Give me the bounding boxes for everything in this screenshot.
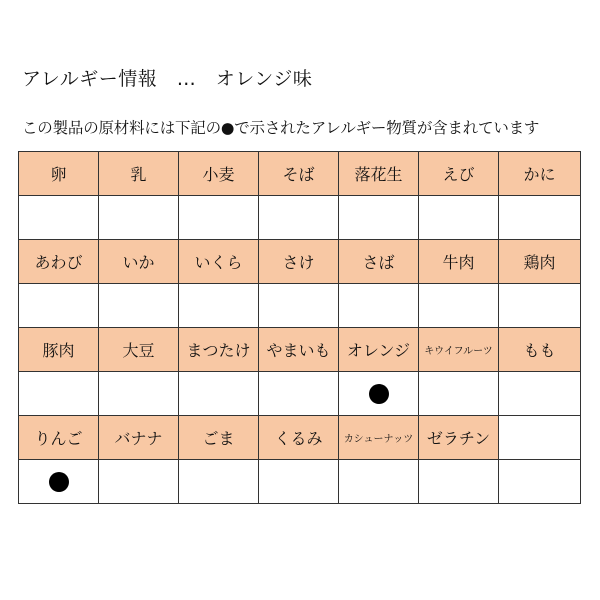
- allergen-name: 豚肉: [19, 328, 99, 372]
- allergen-mark-cell: [179, 372, 259, 416]
- allergen-name: キウイフルーツ: [419, 328, 499, 372]
- allergen-mark-cell: [339, 460, 419, 504]
- allergen-mark-cell: [19, 372, 99, 416]
- allergen-name: 乳: [99, 152, 179, 196]
- allergen-name: 鶏肉: [499, 240, 581, 284]
- allergen-mark-cell: [339, 284, 419, 328]
- allergen-mark-cell: [419, 284, 499, 328]
- allergen-name: 卵: [19, 152, 99, 196]
- page-title: アレルギー情報 … オレンジ味: [22, 68, 313, 90]
- allergen-name: くるみ: [259, 416, 339, 460]
- allergen-mark-row-3: [19, 372, 581, 416]
- allergen-name-row-2: [19, 240, 581, 284]
- allergen-mark-cell: [499, 196, 581, 240]
- allergen-name: いくら: [179, 240, 259, 284]
- allergen-name: 小麦: [179, 152, 259, 196]
- allergen-name: ごま: [179, 416, 259, 460]
- allergen-mark-cell: [339, 372, 419, 416]
- allergen-mark-cell: [419, 196, 499, 240]
- allergen-name: えび: [419, 152, 499, 196]
- allergen-mark-row-1: [19, 196, 581, 240]
- allergen-mark-cell: [99, 284, 179, 328]
- allergen-name: 落花生: [339, 152, 419, 196]
- allergen-mark-cell: [19, 460, 99, 504]
- allergen-name: カシューナッツ: [339, 416, 419, 460]
- allergen-name: バナナ: [99, 416, 179, 460]
- page-subtitle: この製品の原材料には下記の●で示されたアレルギー物質が含まれています: [22, 119, 540, 137]
- allergen-name: あわび: [19, 240, 99, 284]
- allergen-mark-row-4: [19, 460, 581, 504]
- allergen-mark-cell: [99, 196, 179, 240]
- mark-dot: [369, 384, 389, 404]
- allergen-name: さば: [339, 240, 419, 284]
- allergen-mark-cell: [499, 460, 581, 504]
- allergen-mark-cell: [259, 284, 339, 328]
- allergen-mark-cell: [179, 460, 259, 504]
- allergen-mark-cell: [339, 196, 419, 240]
- allergen-mark-cell: [99, 372, 179, 416]
- allergen-name: やまいも: [259, 328, 339, 372]
- allergen-table: [18, 151, 581, 504]
- allergen-name: 牛肉: [419, 240, 499, 284]
- allergen-name-empty: [499, 416, 581, 460]
- allergen-mark-cell: [419, 460, 499, 504]
- allergen-name-row-3: [19, 328, 581, 372]
- allergen-mark-cell: [179, 196, 259, 240]
- allergen-name: そば: [259, 152, 339, 196]
- allergen-mark-cell: [419, 372, 499, 416]
- allergen-name: ゼラチン: [419, 416, 499, 460]
- allergen-name: さけ: [259, 240, 339, 284]
- allergen-mark-cell: [499, 372, 581, 416]
- allergen-mark-cell: [99, 460, 179, 504]
- allergen-name-row-4: [19, 416, 581, 460]
- allergen-name: オレンジ: [339, 328, 419, 372]
- allergen-mark-cell: [19, 196, 99, 240]
- allergen-name: もも: [499, 328, 581, 372]
- allergen-mark-cell: [259, 460, 339, 504]
- allergen-mark-cell: [259, 372, 339, 416]
- allergen-name: かに: [499, 152, 581, 196]
- allergen-name: いか: [99, 240, 179, 284]
- allergen-mark-cell: [259, 196, 339, 240]
- allergen-mark-cell: [499, 284, 581, 328]
- allergen-mark-cell: [19, 284, 99, 328]
- mark-dot: [49, 472, 69, 492]
- allergen-name: りんご: [19, 416, 99, 460]
- allergen-name-row-1: [19, 152, 581, 196]
- allergen-mark-row-2: [19, 284, 581, 328]
- allergen-mark-cell: [179, 284, 259, 328]
- allergen-name: まつたけ: [179, 328, 259, 372]
- allergen-name: 大豆: [99, 328, 179, 372]
